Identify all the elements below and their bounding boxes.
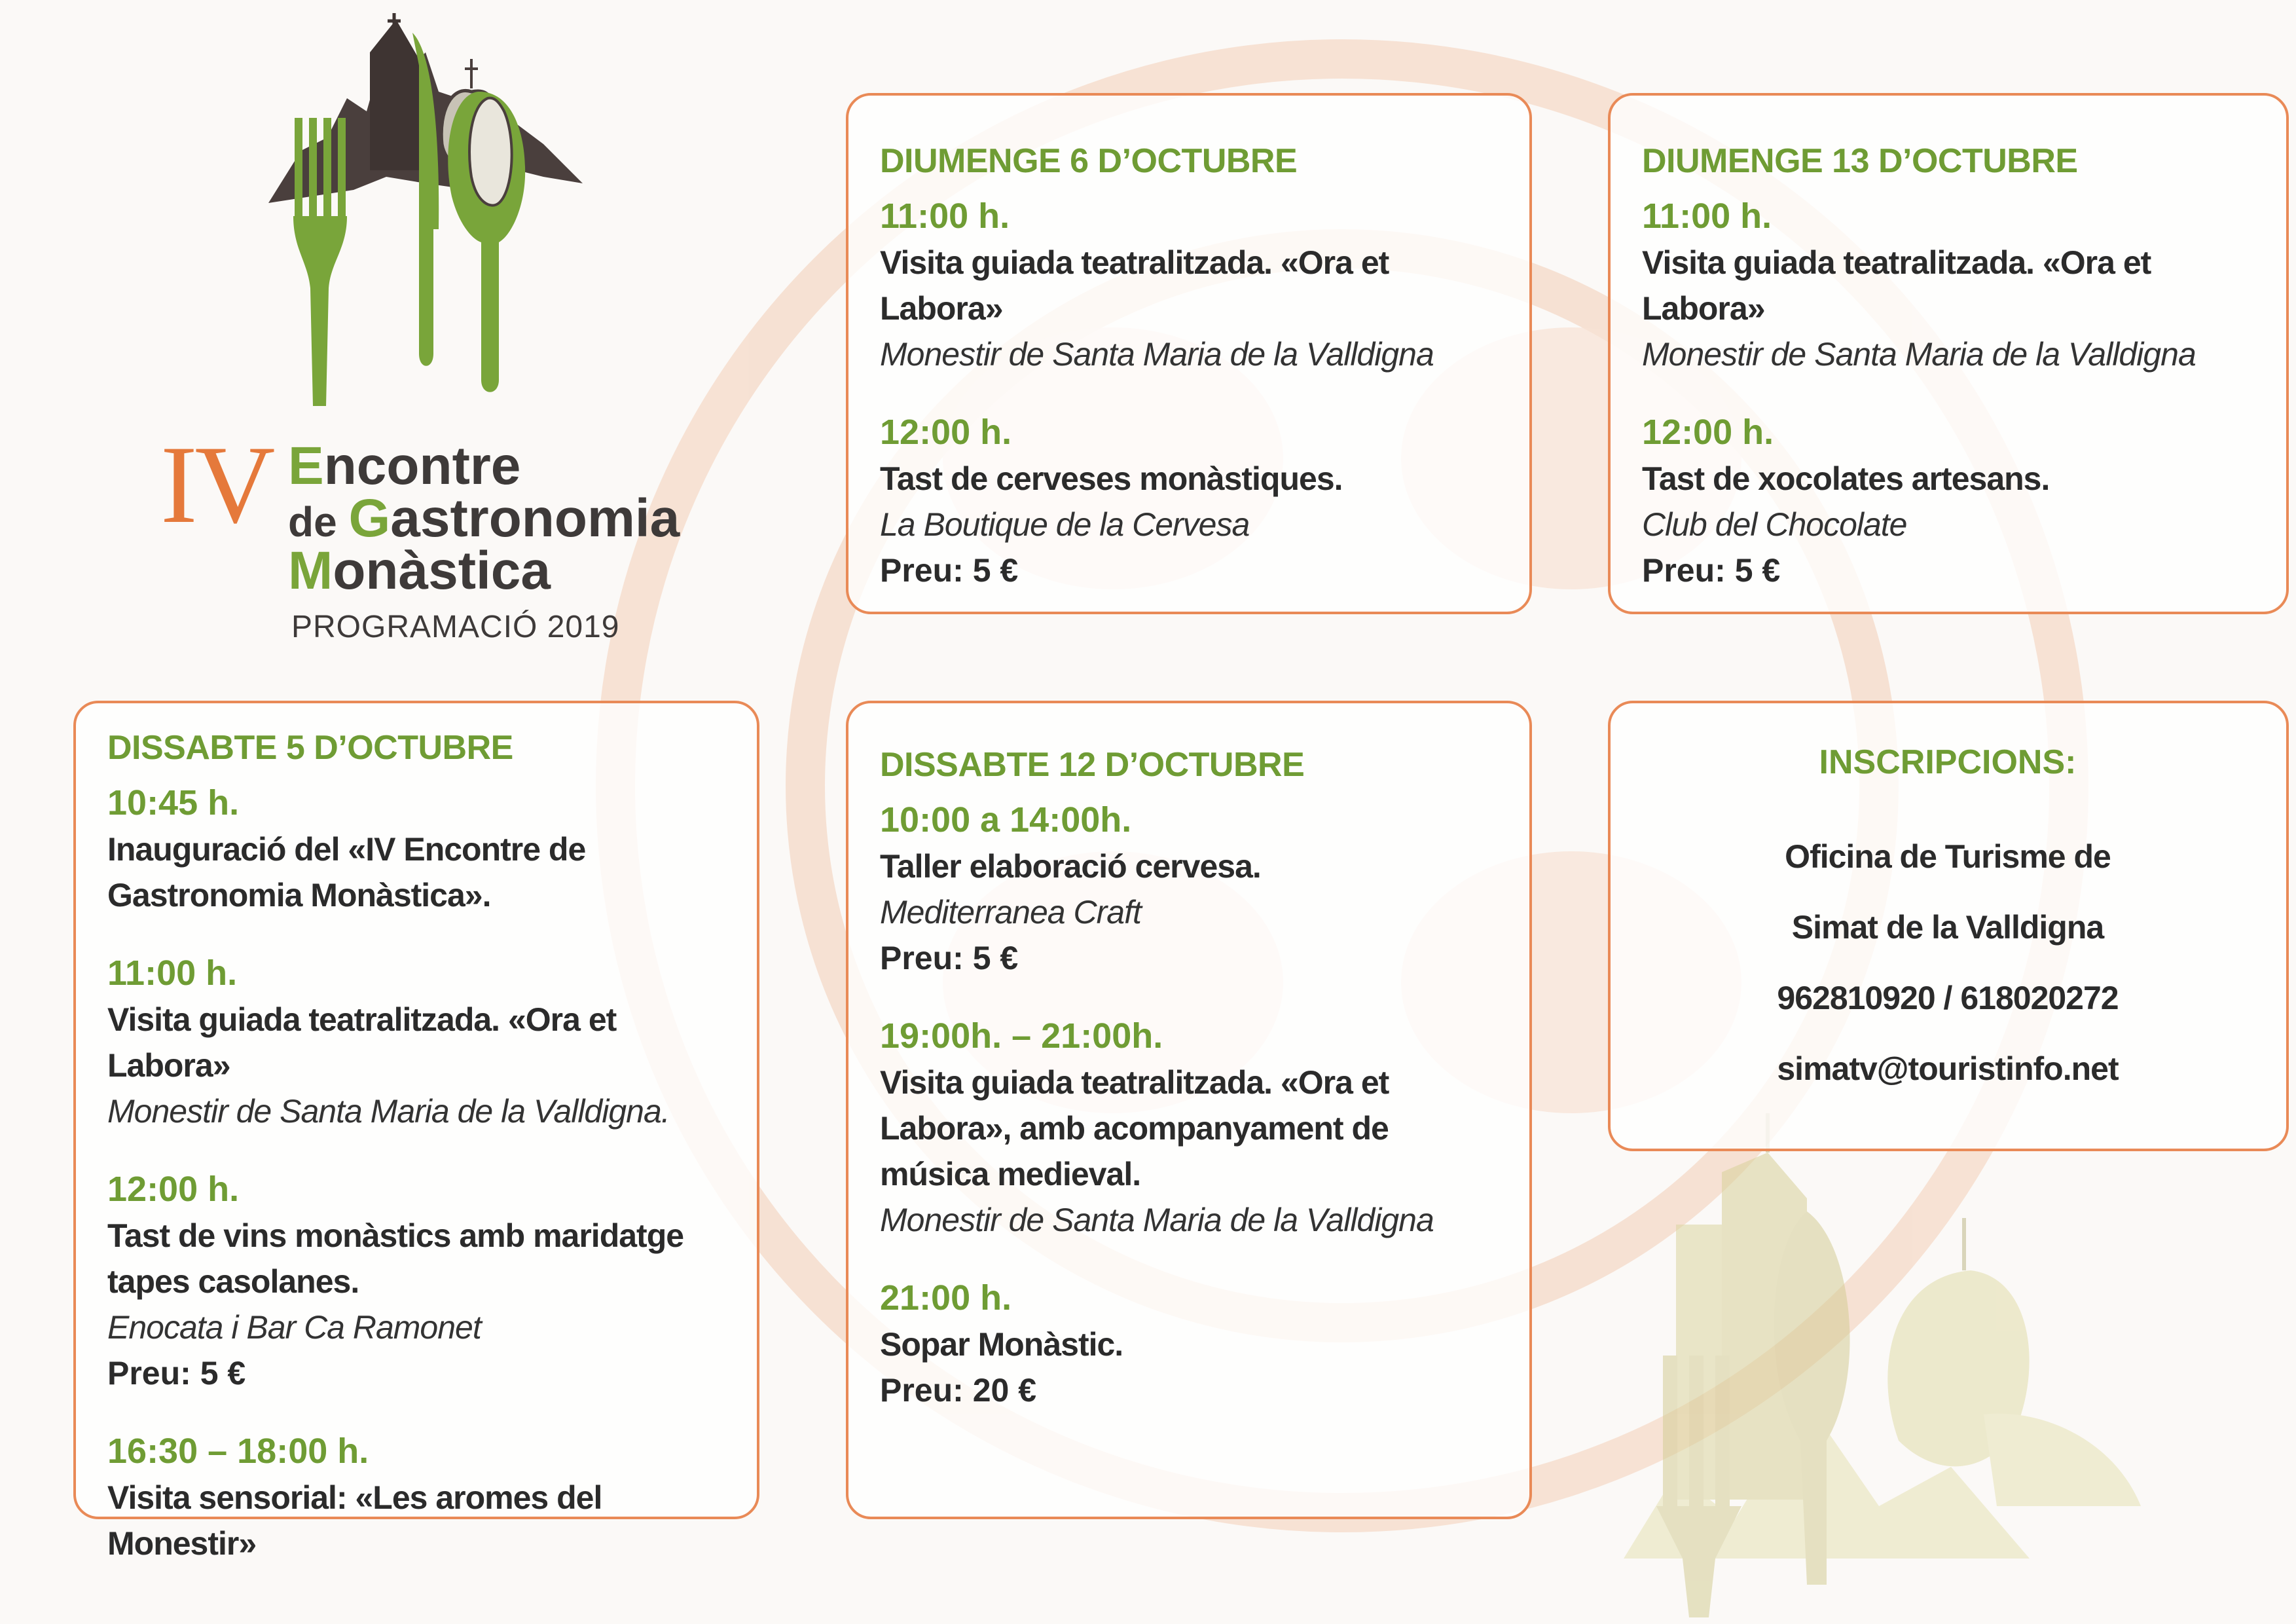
event-item (880, 409, 1497, 593)
event-place: La Boutique de la Cervesa (880, 506, 1250, 543)
event-place: Monestir de Santa Maria de la Valldigna. (107, 1093, 670, 1130)
card-sunday-6 (846, 93, 1532, 614)
event-title-text: Tast de cerveses monàstiques. (880, 460, 1343, 497)
card-saturday-12 (846, 701, 1532, 1519)
event-time: 12:00 h. (1642, 413, 1774, 452)
event-place: Enocata i Bar Ca Ramonet (107, 1309, 481, 1346)
event-title-text: Visita guiada teatralitzada. «Ora et Labora» (880, 244, 1389, 327)
event-time: 19:00h. – 21:00h. (880, 1016, 1163, 1056)
event-time: 16:30 – 18:00 h. (107, 1431, 369, 1471)
event-item (107, 950, 724, 1134)
office-name-line-1: Oficina de Turisme de (1785, 838, 2111, 875)
event-title-text: Sopar Monàstic. (880, 1326, 1123, 1363)
event-item (107, 779, 724, 918)
event-price: Preu: 5 € (880, 552, 1019, 589)
event-place: Monestir de Santa Maria de la Valldigna (1642, 336, 2196, 373)
event-title-text: Visita guiada teatralitzada. «Ora et Labora», amb acompanyament de música medieval. (880, 1064, 1389, 1192)
office-name-line-2: Simat de la Valldigna (1791, 909, 2104, 946)
event-title-text: Tast de xocolates artesans. (1642, 460, 2050, 497)
day-heading: DIUMENGE 6 D’OCTUBRE (880, 142, 1298, 180)
event-time: 21:00 h. (880, 1278, 1012, 1318)
event-place: Mediterranea Craft (880, 894, 1141, 931)
event-item (107, 1428, 724, 1566)
event-price: Preu: 5 € (107, 1355, 246, 1392)
phone-numbers: 962810920 / 618020272 (1777, 980, 2119, 1016)
monastery-cutlery-icon (255, 13, 596, 419)
day-heading: DIUMENGE 13 D’OCTUBRE (1642, 142, 2078, 180)
event-title-text: Visita guiada teatralitzada. «Ora et Labora» (1642, 244, 2151, 327)
edition-number: IV (160, 423, 273, 546)
event-price: Preu: 5 € (880, 940, 1019, 976)
event-price: Preu: 5 € (1642, 552, 1781, 589)
programme-subtitle: PROGRAMACIÓ 2019 (291, 610, 620, 644)
title-line-2: de Gastronomia (288, 489, 680, 548)
event-time: 11:00 h. (880, 196, 1010, 236)
day-heading: DISSABTE 5 D’OCTUBRE (107, 729, 513, 767)
day-heading: DISSABTE 12 D’OCTUBRE (880, 746, 1305, 784)
event-item (880, 1012, 1497, 1243)
event-time: 10:45 h. (107, 783, 240, 822)
event-time: 10:00 a 14:00h. (880, 800, 1132, 840)
card-sunday-13 (1608, 93, 2289, 614)
event-title-text: Tast de vins monàstics amb maridatge tapes casolanes. (107, 1217, 684, 1300)
event-item (880, 796, 1497, 981)
event-time: 11:00 h. (107, 953, 238, 993)
event-item (1642, 409, 2253, 593)
event-title-text: Inauguració del «IV Encontre de Gastronomia Monàstica». (107, 831, 586, 913)
event-place: Monestir de Santa Maria de la Valldigna (880, 336, 1434, 373)
event-time: 11:00 h. (1642, 196, 1772, 236)
event-item (1642, 193, 2253, 377)
event-place: Club del Chocolate (1642, 506, 1907, 543)
event-item (107, 1166, 724, 1396)
event-title-text: Visita guiada teatralitzada. «Ora et Labora» (107, 1001, 617, 1084)
event-time: 12:00 h. (107, 1170, 240, 1209)
event-title-text: Taller elaboració cervesa. (880, 848, 1261, 885)
event-place: Monestir de Santa Maria de la Valldigna (880, 1202, 1434, 1238)
event-title-text: Visita sensorial: «Les aromes del Monestir» (107, 1479, 602, 1562)
event-item (880, 1274, 1497, 1413)
event-price: Preu: 20 € (880, 1372, 1037, 1409)
email-address[interactable]: simatv@touristinfo.net (1777, 1050, 2119, 1087)
card-inscriptions (1608, 701, 2289, 1151)
title-line-3: Monàstica (288, 541, 551, 600)
event-time: 12:00 h. (880, 413, 1012, 452)
inscriptions-heading: INSCRIPCIONS: (1819, 743, 2077, 781)
event-item (880, 193, 1497, 377)
card-saturday-5 (73, 701, 759, 1562)
title-line-1: Encontre (288, 436, 521, 496)
